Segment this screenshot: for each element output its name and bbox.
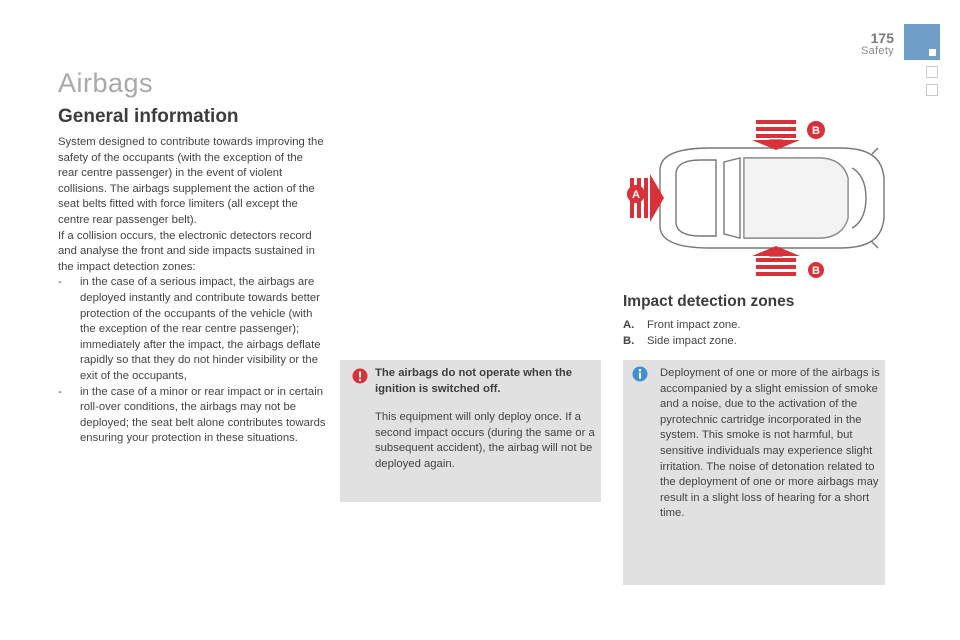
page-marker-square [926, 66, 938, 78]
zone-label: Side impact zone. [647, 335, 737, 347]
car-impact-diagram [620, 118, 900, 278]
list-item-text: in the case of a minor or rear impact or in certain roll-over conditions, the airbags may not be deployed; the seat belt alone contributes towards ensuring your protection in these situations. [80, 385, 326, 445]
info-text: Deployment of one or more of the airbags is accompanied by a slight emission of smoke and a noise, due to the activation of the pyrotechnic cartridge incorporated in the system. This smoke is not harmful, but sensitive individuals may experience slight irritation. The noise of detonation related to the deployment of one or more airbags may result in a slight loss of hearing for a short time. [660, 367, 880, 520]
warning-icon [352, 368, 368, 384]
page-title: Airbags [58, 68, 154, 98]
intro-paragraph: System designed to contribute towards improving the safety of the occupants (with the exception of the rear centre passenger) in the event of violent collisions. The airbags supplement the action of the seat belts fitted with force limiters (all except the centre rear passenger belt). [58, 136, 324, 226]
side-impact-arrows-bottom [752, 246, 800, 276]
warning-title: The airbags do not operate when the ignition is switched off. [375, 367, 573, 395]
impact-zones-heading: Impact detection zones [623, 293, 795, 310]
car-windows [744, 158, 848, 238]
info-icon [632, 366, 648, 382]
list-dash: - [58, 276, 62, 289]
zone-label-b-text: B [812, 125, 820, 137]
zone-letter: B. [623, 335, 635, 347]
intro-text [58, 135, 326, 447]
zone-label-b-text: B [812, 265, 820, 277]
zone-item-a [623, 319, 741, 331]
zone-item-b [623, 335, 737, 347]
page-number: 175 [870, 30, 894, 46]
zone-label: Front impact zone. [647, 319, 741, 331]
side-impact-arrows-top [752, 120, 800, 150]
page-marker-square [926, 84, 938, 96]
zone-label-a-text: A [632, 189, 640, 201]
list-item [58, 275, 326, 384]
warning-text: This equipment will only deploy once. If a second impact occurs (during the same or a subsequent accident), the airbag will not be deployed again. [375, 411, 595, 470]
zone-letter: A. [623, 319, 635, 331]
zone-label-a [627, 185, 645, 203]
list-dash: - [58, 385, 62, 398]
section-name: Safety [861, 45, 894, 57]
zone-label-b-bottom [808, 262, 824, 278]
list-item [58, 385, 326, 447]
zone-label-b-top [807, 121, 825, 139]
section-tab-marker [904, 24, 940, 60]
section-heading: General information [58, 106, 239, 127]
intro-paragraph: If a collision occurs, the electronic detectors record and analyse the front and side impacts sustained in the impact detection zones: [58, 229, 315, 273]
list-item-text: in the case of a serious impact, the airbags are deployed instantly and contribute towards better protection of the occupants of the vehicle (with the exception of the rear centre passenger); immediately after the impact, the airbags deflate rapidly so that they do not hinder visibility or the exit of the occupants, [80, 276, 321, 382]
